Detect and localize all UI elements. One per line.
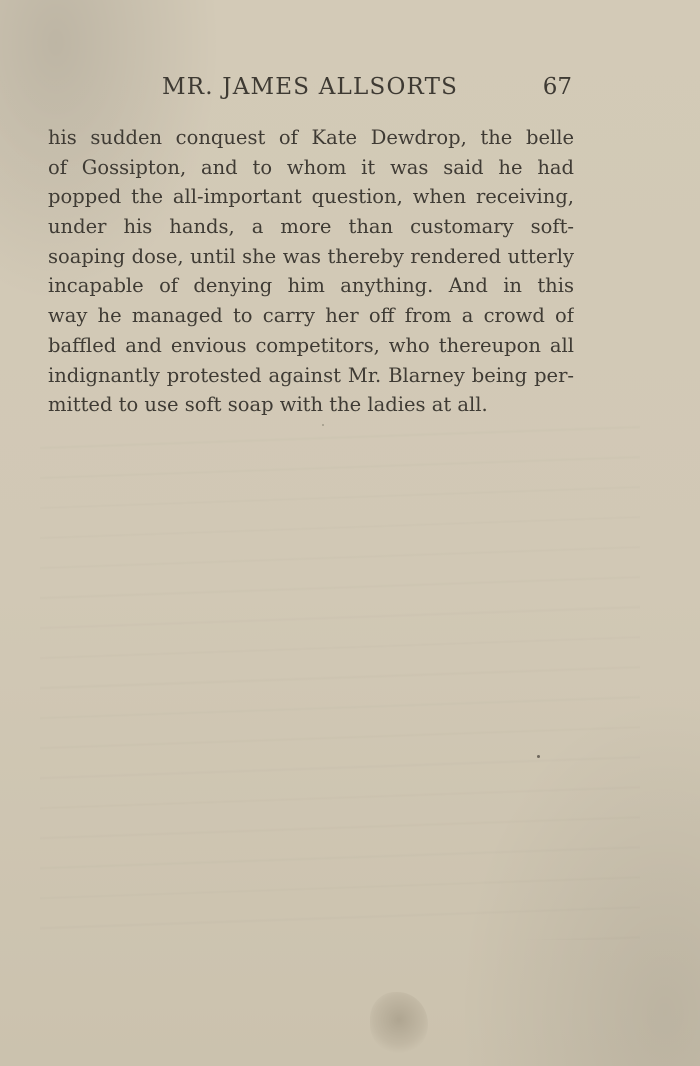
text-line: popped the all-important question, when receiving,: [48, 185, 574, 209]
text-line: way he managed to carry her off from a crowd of: [48, 304, 574, 328]
text-line: of Gossipton, and to whom it was said he had: [48, 155, 574, 179]
text-line: mitted to use soft soap with the ladies at all.: [48, 393, 488, 417]
text-line: his sudden conquest of Kate Dewdrop, the belle: [48, 126, 574, 149]
running-title: MR. JAMES ALLSORTS: [162, 74, 459, 100]
page-header: [0, 72, 700, 112]
text-line: indignantly protested against Mr. Blarney being per-: [48, 363, 574, 387]
text-line: baffled and envious competitors, who thereupon all: [48, 333, 574, 357]
text-line: incapable of denying him anything. And in this: [48, 274, 574, 298]
paper-stain: [370, 992, 428, 1054]
show-through-texture: [40, 420, 640, 940]
text-line: under his hands, a more than customary soft-: [48, 215, 574, 239]
paper-speck: [322, 424, 324, 426]
page-number: 67: [542, 74, 572, 100]
text-line: soaping dose, until she was thereby rendered utterly: [48, 244, 574, 268]
body-paragraph: [48, 123, 574, 420]
paper-speck: [537, 755, 540, 758]
